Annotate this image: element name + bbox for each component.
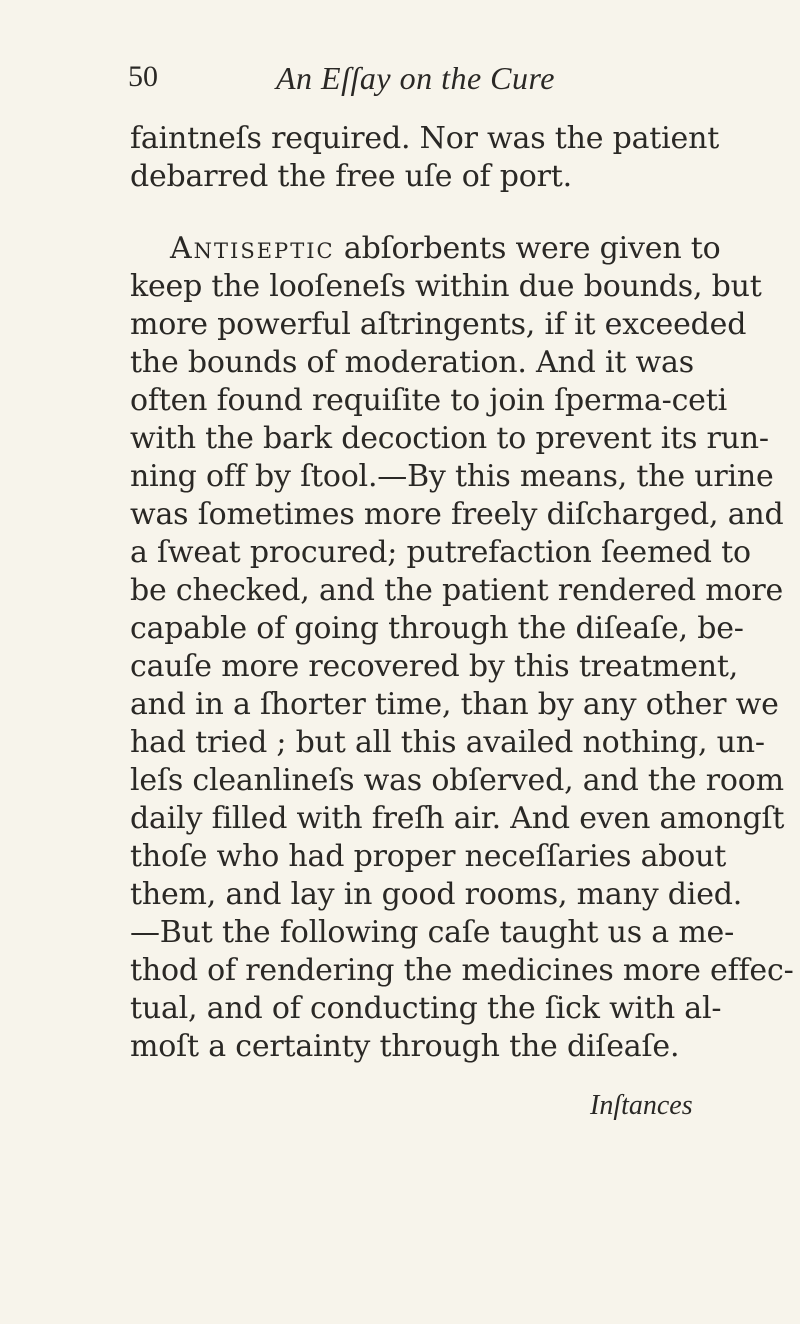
text-line: capable of going through the diſeaſe, be- bbox=[130, 611, 744, 646]
text-line-rest: abſorbents were given to bbox=[334, 231, 721, 266]
text-line: leſs cleanlineſs was obſerved, and the room bbox=[130, 763, 784, 798]
text-line: cauſe more recovered by this treatment, bbox=[130, 649, 739, 684]
text-line: them, and lay in good rooms, many died. bbox=[130, 877, 743, 912]
page-header bbox=[128, 60, 688, 110]
text-line: debarred the free uſe of port. bbox=[130, 159, 572, 194]
text-line: the bounds of moderation. And it was bbox=[130, 345, 694, 380]
text-line: was ſometimes more freely diſcharged, and bbox=[130, 497, 784, 532]
text-line: thoſe who had proper neceſſaries about bbox=[130, 839, 727, 874]
text-line: ning off by ſtool.—By this means, the urine bbox=[130, 459, 774, 494]
text-line: had tried ; but all this availed nothing, un- bbox=[130, 725, 765, 760]
page-number: 50 bbox=[128, 60, 158, 93]
text-line: keep the looſeneſs within due bounds, but bbox=[130, 269, 762, 304]
text-line: often found requiſite to join ſperma-ceti bbox=[130, 383, 727, 418]
text-line: thod of rendering the medicines more effec- bbox=[130, 953, 794, 988]
text-line: tual, and of conducting the ſick with al- bbox=[130, 991, 722, 1026]
text-line: moſt a certainty through the diſeaſe. bbox=[130, 1029, 680, 1064]
text-line: more powerful aſtringents, if it exceeded bbox=[130, 307, 747, 342]
text-line: with the bark decoction to prevent its run- bbox=[130, 421, 769, 456]
text-line: —But the following caſe taught us a me- bbox=[130, 915, 735, 950]
paragraph-first-line bbox=[170, 230, 721, 268]
text-line: and in a ſhorter time, than by any other we bbox=[130, 687, 779, 722]
running-title: An Eſſay on the Cure bbox=[276, 60, 555, 96]
text-line: daily filled with freſh air. And even amongſt bbox=[130, 801, 785, 836]
lead-word: Antiseptic bbox=[170, 231, 335, 266]
text-line: be checked, and the patient rendered more bbox=[130, 573, 784, 608]
catchword: Inſtances bbox=[590, 1090, 693, 1121]
text-line: faintneſs required. Nor was the patient bbox=[130, 121, 720, 156]
text-line: a ſweat procured; putrefaction ſeemed to bbox=[130, 535, 751, 570]
